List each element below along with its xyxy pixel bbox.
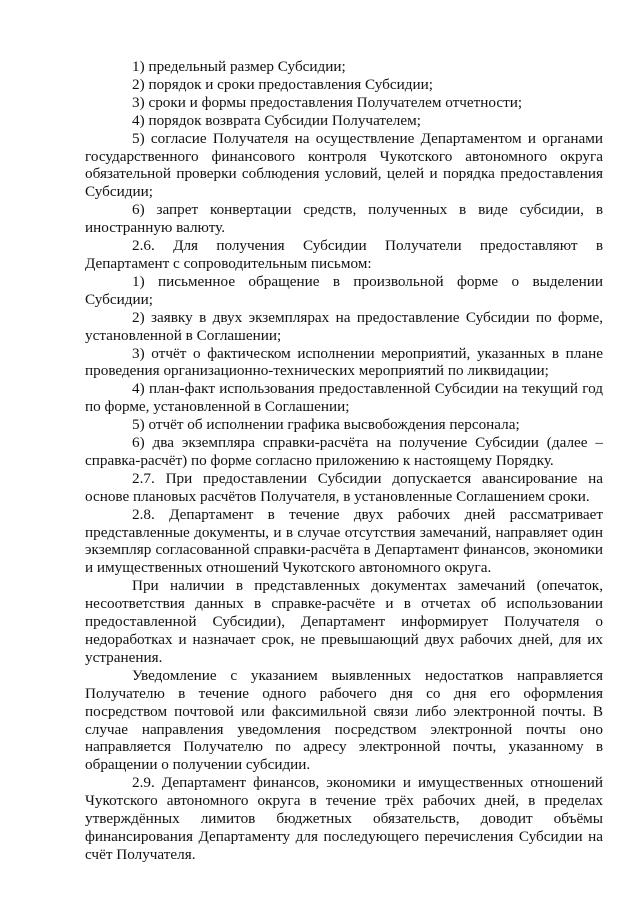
paragraph-3: 3) сроки и формы предоставления Получателем отчетности;: [132, 93, 523, 111]
paragraph-10: 3) отчёт о фактическом исполнении мероприятий, указанных в плане проведения организационно-технических мероприятий по ликвидации;: [85, 344, 603, 380]
paragraph-18: 2.9. Департамент финансов, экономики и имущественных отношений Чукотского автономного округа в течение трёх рабочих дней, в пределах утверждённых лимитов бюджетных обязательств, доводит объёмы финансирования Департаменту для последующего перечисления Субсидии на счёт Получателя.: [85, 774, 603, 863]
paragraph-12: 5) отчёт об исполнении графика высвобождения персонала;: [132, 416, 520, 434]
paragraph-1: 1) предельный размер Субсидии;: [132, 58, 346, 75]
paragraph-13: 6) два экземпляра справки-расчёта на получение Субсидии (далее – справка-расчёт) по форме согласно приложению к настоящему Порядку.: [85, 434, 603, 469]
paragraph-5: 5) согласие Получателя на осуществление Департаментом и органами государственного финансового контроля Чукотского автономного округа обязательной проверки соблюдения условий, целей и порядка предоставления Субсидии;: [85, 129, 603, 201]
paragraph-14: 2.7. При предоставлении Субсидии допускается авансирование на основе плановых расчётов Получателя, в установленные Соглашением сроки.: [85, 469, 603, 505]
paragraph-16: При наличии в представленных документах замечаний (опечаток, несоответствия данных в справке-расчёте и в отчетах об использовании предоставленной Субсидии), Департамент информирует Получателя о недоработках и назначает срок, не превышающий двух рабочих дней, для их устранения.: [85, 577, 603, 666]
paragraph-2: 2) порядок и сроки предоставления Субсидии;: [132, 75, 433, 93]
paragraph-4: 4) порядок возврата Субсидии Получателем;: [132, 111, 421, 129]
paragraph-15: 2.8. Департамент в течение двух рабочих дней рассматривает представленные документы, и в случае отсутствия замечаний, направляет один экземпляр согласованной справки-расчёта в Департамент финансов, экономики и имущественных отношений Чукотского автономного округа.: [85, 505, 603, 577]
paragraph-17: Уведомление с указанием выявленных недостатков направляется Получателю в течение одного рабочего дня со дня его оформления посредством почтовой или факсимильной связи либо электронной почты. В случае направления уведомления посредством электронной почты оно направляется Получателю по адресу электронной почты, указанному в обращении о получении субсидии.: [85, 666, 603, 774]
paragraph-6: 6) запрет конвертации средств, полученных в виде субсидии, в иностранную валюту.: [85, 201, 603, 237]
document-body: [85, 58, 603, 864]
paragraph-11: 4) план-факт использования предоставленной Субсидии на текущий год по форме, установленной в Соглашении;: [85, 380, 603, 416]
paragraph-9: 2) заявку в двух экземплярах на предоставление Субсидии по форме, установленной в Соглашении;: [85, 308, 603, 344]
paragraph-7: 2.6. Для получения Субсидии Получатели предоставляют в Департамент с сопроводительным письмом:: [85, 237, 603, 272]
paragraph-8: 1) письменное обращение в произвольной форме о выделении Субсидии;: [85, 272, 603, 308]
